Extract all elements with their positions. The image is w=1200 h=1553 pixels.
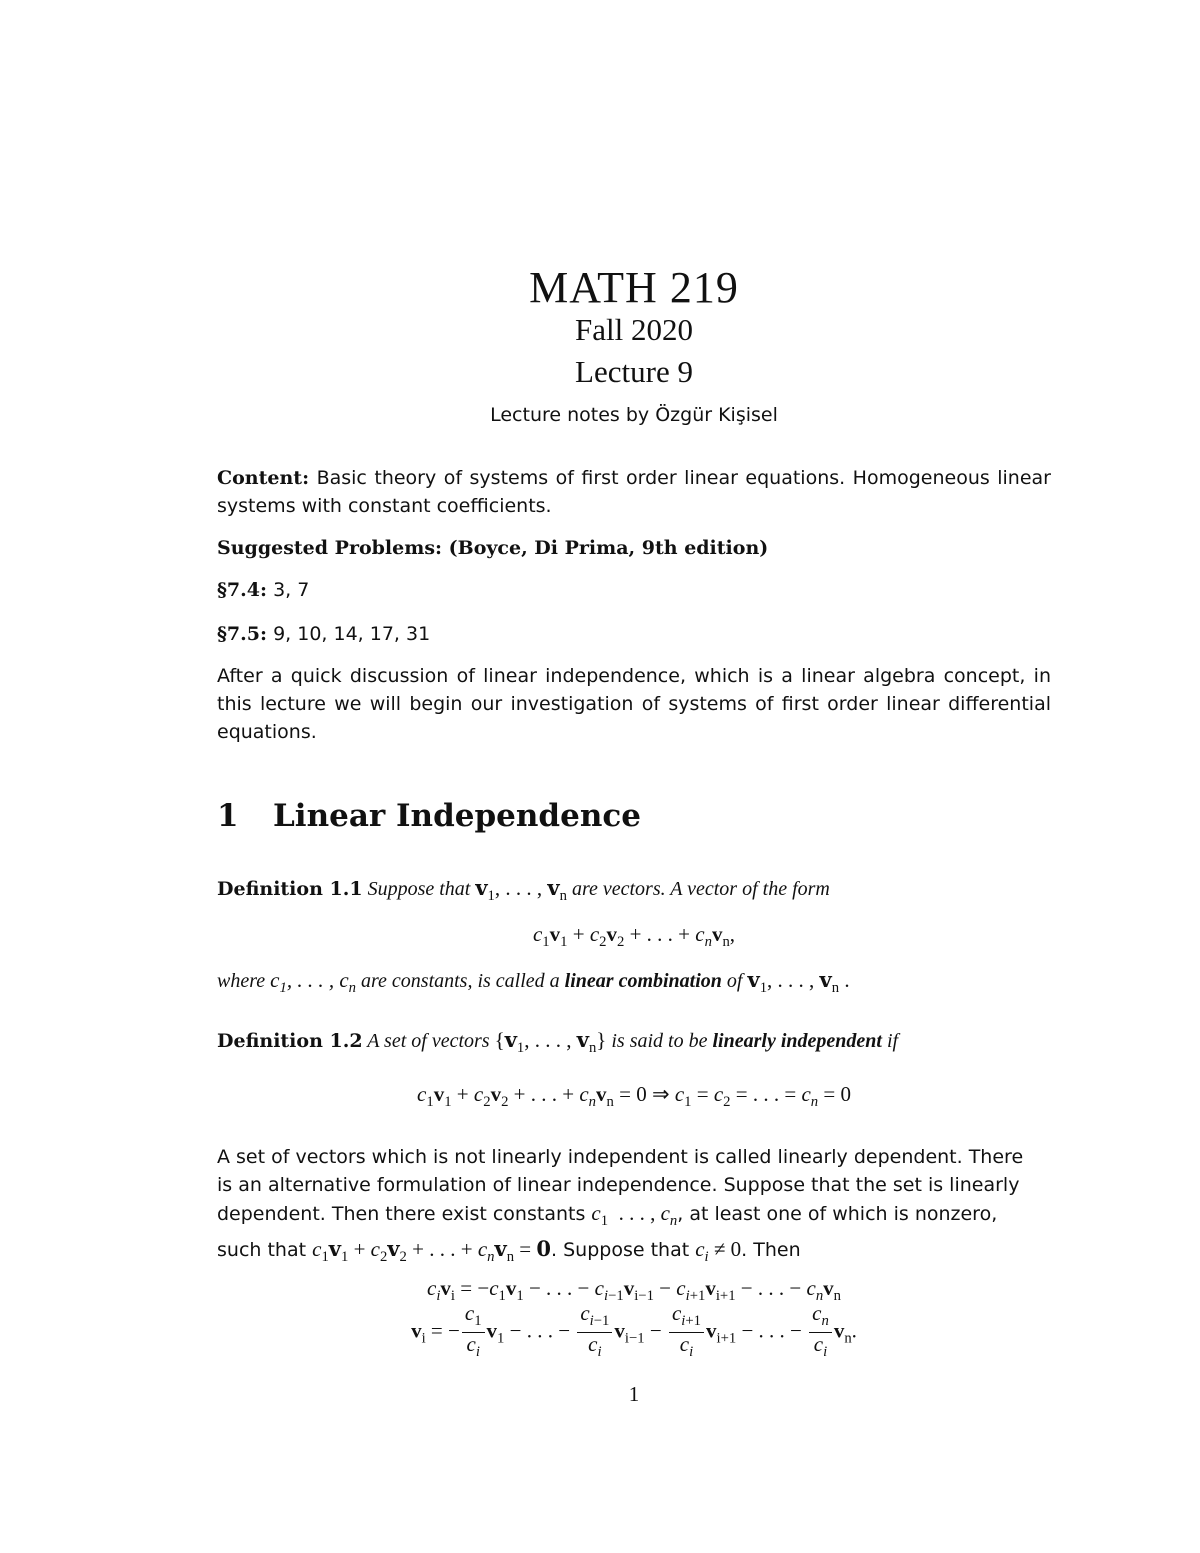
definition-1-1 (217, 874, 1051, 910)
definition-1-2-label: Definition 1.2 (217, 1030, 363, 1052)
definition-1-1-continued: where $c_1$, . . . , $c_n$ are constants, is called a linear combination of $v_1$, . . . , $v_n$ . (217, 967, 850, 997)
paragraph-line: such that $c_1v_1 + c_2v_2$ + . . . + $c_nv_n = 0$. Suppose that $c_i \ne 0$. Then (217, 1236, 801, 1266)
suggested-problems-heading: Suggested Problems: (Boyce, Di Prima, 9th edition) (217, 537, 769, 559)
def1-text: Suppose that (367, 878, 471, 900)
math-vector-list: $v_1$, . . . , $v_n$ (475, 875, 567, 905)
paragraph-line: is an alternative formulation of linear independence. Suppose that the set is linearly (217, 1174, 1020, 1196)
section-7-5-label: §7.5: (217, 623, 268, 645)
def2-text: A set of vectors (367, 1030, 490, 1052)
paragraph-line: dependent. Then there exist constants $c_1$ . . . , $c_n$, at least one of which is nonzero, (217, 1201, 998, 1230)
content-text: Basic theory of systems of first order linear equations. Homogeneous linear systems with constant coefficients. (217, 467, 1051, 517)
section-number: 1 (217, 798, 239, 834)
paragraph-line: A set of vectors which is not linearly independent is called linearly dependent. There (217, 1146, 1024, 1168)
line-text: . Suppose that (551, 1239, 690, 1262)
section-title: Linear Independence (273, 798, 641, 834)
document-title: MATH 219 (529, 263, 739, 312)
solve-equation-2: $v_i$ = − $\frac{c_1}{c_i}$ $v_1$ − . . . − $\frac{c_{i-1}}{c_i}$ $v_{i-1}$ − $\frac{c_{i+1}}{c_i}$ $v_{i+1}$ − . . . − $\frac{c_n}{c_i}$ $v_n$. (411, 1301, 857, 1361)
independence-equation: $c_1v_1 + c_2v_2$ + . . . + $c_nv_n = 0$ ⇒ $c_1 = c_2$ = . . . = $c_n = 0$ (417, 1082, 851, 1111)
line-text: such that (217, 1239, 307, 1262)
problems-7-5 (217, 620, 1051, 648)
section-7-5-problems: 9, 10, 14, 17, 31 (273, 623, 431, 645)
solve-equation-1: $c_iv_i = -c_1v_1$ − . . . − $c_{i-1}v_{i-1} - c_{i+1}v_{i+1}$ − . . . − $c_nv_n$ (426, 1276, 841, 1305)
content-paragraph (217, 464, 1051, 520)
def2-text: is said to be (611, 1030, 708, 1052)
term-subtitle: Fall 2020 (575, 312, 693, 347)
def1-text: where (217, 970, 266, 992)
line-text: dependent. Then there exist constants (217, 1203, 586, 1225)
line-text: , at least one of which is nonzero, (677, 1203, 998, 1225)
page-number: 1 (628, 1382, 640, 1406)
def1-text: are vectors. A vector of the form (571, 878, 830, 900)
intro-paragraph: After a quick discussion of linear independence, which is a linear algebra concept, in this lecture we will begin our investigation of systems of first order linear differential equations. (217, 665, 1051, 743)
lecture-subtitle: Lecture 9 (575, 354, 693, 389)
definition-1-1-label: Definition 1.1 (217, 878, 363, 900)
author-line: Lecture notes by Özgür Kişisel (490, 404, 778, 426)
content-label: Content: (217, 467, 310, 489)
def1-text: are constants, is called a (360, 970, 560, 992)
term-linear-combination: linear combination (564, 970, 722, 992)
def1-text: of (726, 970, 743, 992)
def2-text: if (886, 1030, 899, 1052)
linear-combination-equation: $c_1v_1 + c_2v_2$ + . . . + $c_nv_n$, (532, 922, 736, 951)
dependence-paragraph (217, 1143, 1051, 1271)
section-heading (217, 798, 641, 834)
section-7-4-label: §7.4: (217, 579, 268, 601)
definition-1-2: Definition 1.2 A set of vectors {$v_1$, . . . , $v_n$} is said to be linearly independent if (217, 1027, 899, 1057)
problems-7-4 (217, 576, 1051, 604)
section-7-4-problems: 3, 7 (273, 579, 310, 601)
term-linearly-independent: linearly independent (712, 1030, 882, 1052)
line-text: . Then (741, 1239, 801, 1262)
